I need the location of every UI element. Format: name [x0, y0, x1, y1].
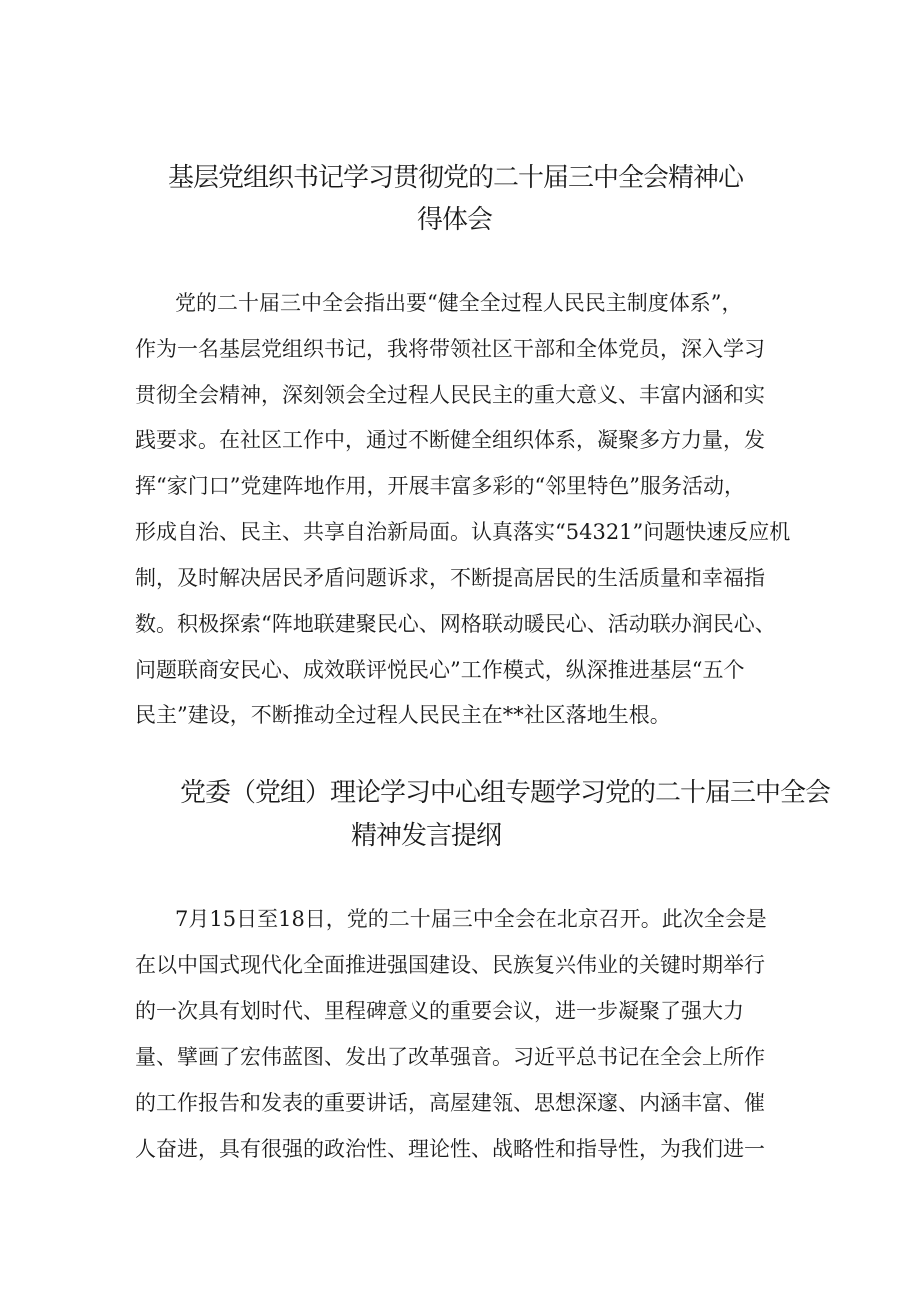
section2-line-4: 量、擘画了宏伟蓝图、发出了改革强音。习近平总书记在全会上所作	[135, 1045, 765, 1069]
section1-line-3: 贯彻全会精神，深刻领会全过程人民民主的重大意义、丰富内涵和实	[135, 383, 765, 407]
section2-line-6: 人奋进，具有很强的政治性、理论性、战略性和指导性，为我们进一	[135, 1137, 765, 1161]
section2-line-2: 在以中国式现代化全面推进强国建设、民族复兴伟业的关键时期举行	[135, 953, 765, 977]
section1-line-2: 作为一名基层党组织书记，我将带领社区干部和全体党员，深入学习	[135, 337, 765, 361]
section1-line-4: 践要求。在社区工作中，通过不断健全组织体系，凝聚多方力量，发	[135, 428, 765, 452]
section2-line-1: 7月15日至18日，党的二十届三中全会在北京召开。此次全会是	[175, 907, 767, 931]
section2-title-line1: 党委（党组）理论学习中心组专题学习党的二十届三中全会	[180, 778, 831, 808]
section2-line-3: 的一次具有划时代、里程碑意义的重要会议，进一步凝聚了强大力	[135, 999, 744, 1023]
section1-line-1: 党的二十届三中全会指出要“健全全过程人民民主制度体系”，	[175, 291, 743, 315]
section1-line-7: 制，及时解决居民矛盾问题诉求，不断提高居民的生活质量和幸福指	[135, 566, 765, 590]
section1-line-9: 问题联商安民心、成效联评悦民心”工作模式，纵深推进基层“五个	[135, 658, 745, 682]
section1-title-line2: 得体会	[417, 205, 493, 235]
section1-title-line1: 基层党组织书记学习贯彻党的二十届三中全会精神心	[168, 163, 744, 193]
section1-line-6: 形成自治、民主、共享自治新局面。认真落实“54321”问题快速反应机	[135, 520, 791, 544]
section1-line-8: 数。积极探索“阵地联建聚民心、网格联动暖民心、活动联办润民心、	[135, 612, 776, 636]
section1-line-5: 挥“家门口”党建阵地作用，开展丰富多彩的“邻里特色”服务活动，	[135, 474, 745, 498]
section1-line-10: 民主”建设，不断推动全过程人民民主在**社区落地生根。	[135, 703, 671, 727]
section2-line-5: 的工作报告和发表的重要讲话，高屋建瓴、思想深邃、内涵丰富、催	[135, 1091, 765, 1115]
section2-title-line2: 精神发言提纲	[351, 821, 502, 851]
